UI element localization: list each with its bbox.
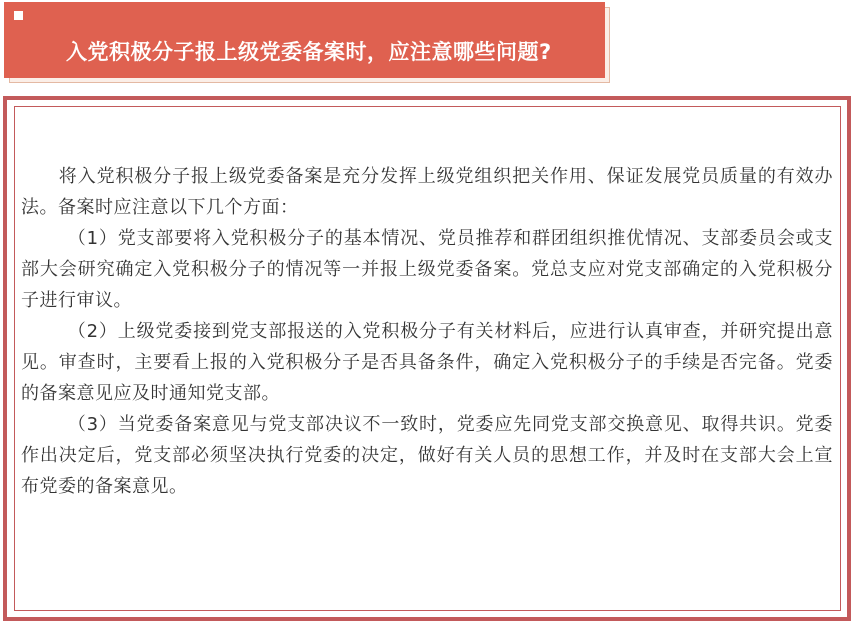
intro-paragraph: 将入党积极分子报上级党委备案是充分发挥上级党组织把关作用、保证发展党员质量的有效办法。备案时应注意以下几个方面： [21, 166, 833, 218]
page-title: 入党积极分子报上级党委备案时，应注意哪些问题? [66, 40, 552, 64]
article-body [21, 161, 833, 502]
square-bullet-icon [14, 11, 23, 20]
list-item: （2）上级党委接到党支部报送的入党积极分子有关材料后，应进行认真审查，并研究提出意见。审查时，主要看上报的入党积极分子是否具备条件，确定入党积极分子的手续是否完备。党委的备案意见应及时通知党支部。 [21, 321, 833, 404]
title-banner [4, 2, 605, 78]
list-item: （3）当党委备案意见与党支部决议不一致时，党委应先同党支部交换意见、取得共识。党委作出决定后，党支部必须坚决执行党委的决定，做好有关人员的思想工作，并及时在支部大会上宣布党委的备案意见。 [21, 414, 833, 497]
list-item: （1）党支部要将入党积极分子的基本情况、党员推荐和群团组织推优情况、支部委员会或支部大会研究确定入党积极分子的情况等一并报上级党委备案。党总支应对党支部确定的入党积极分子进行审议。 [21, 228, 833, 311]
